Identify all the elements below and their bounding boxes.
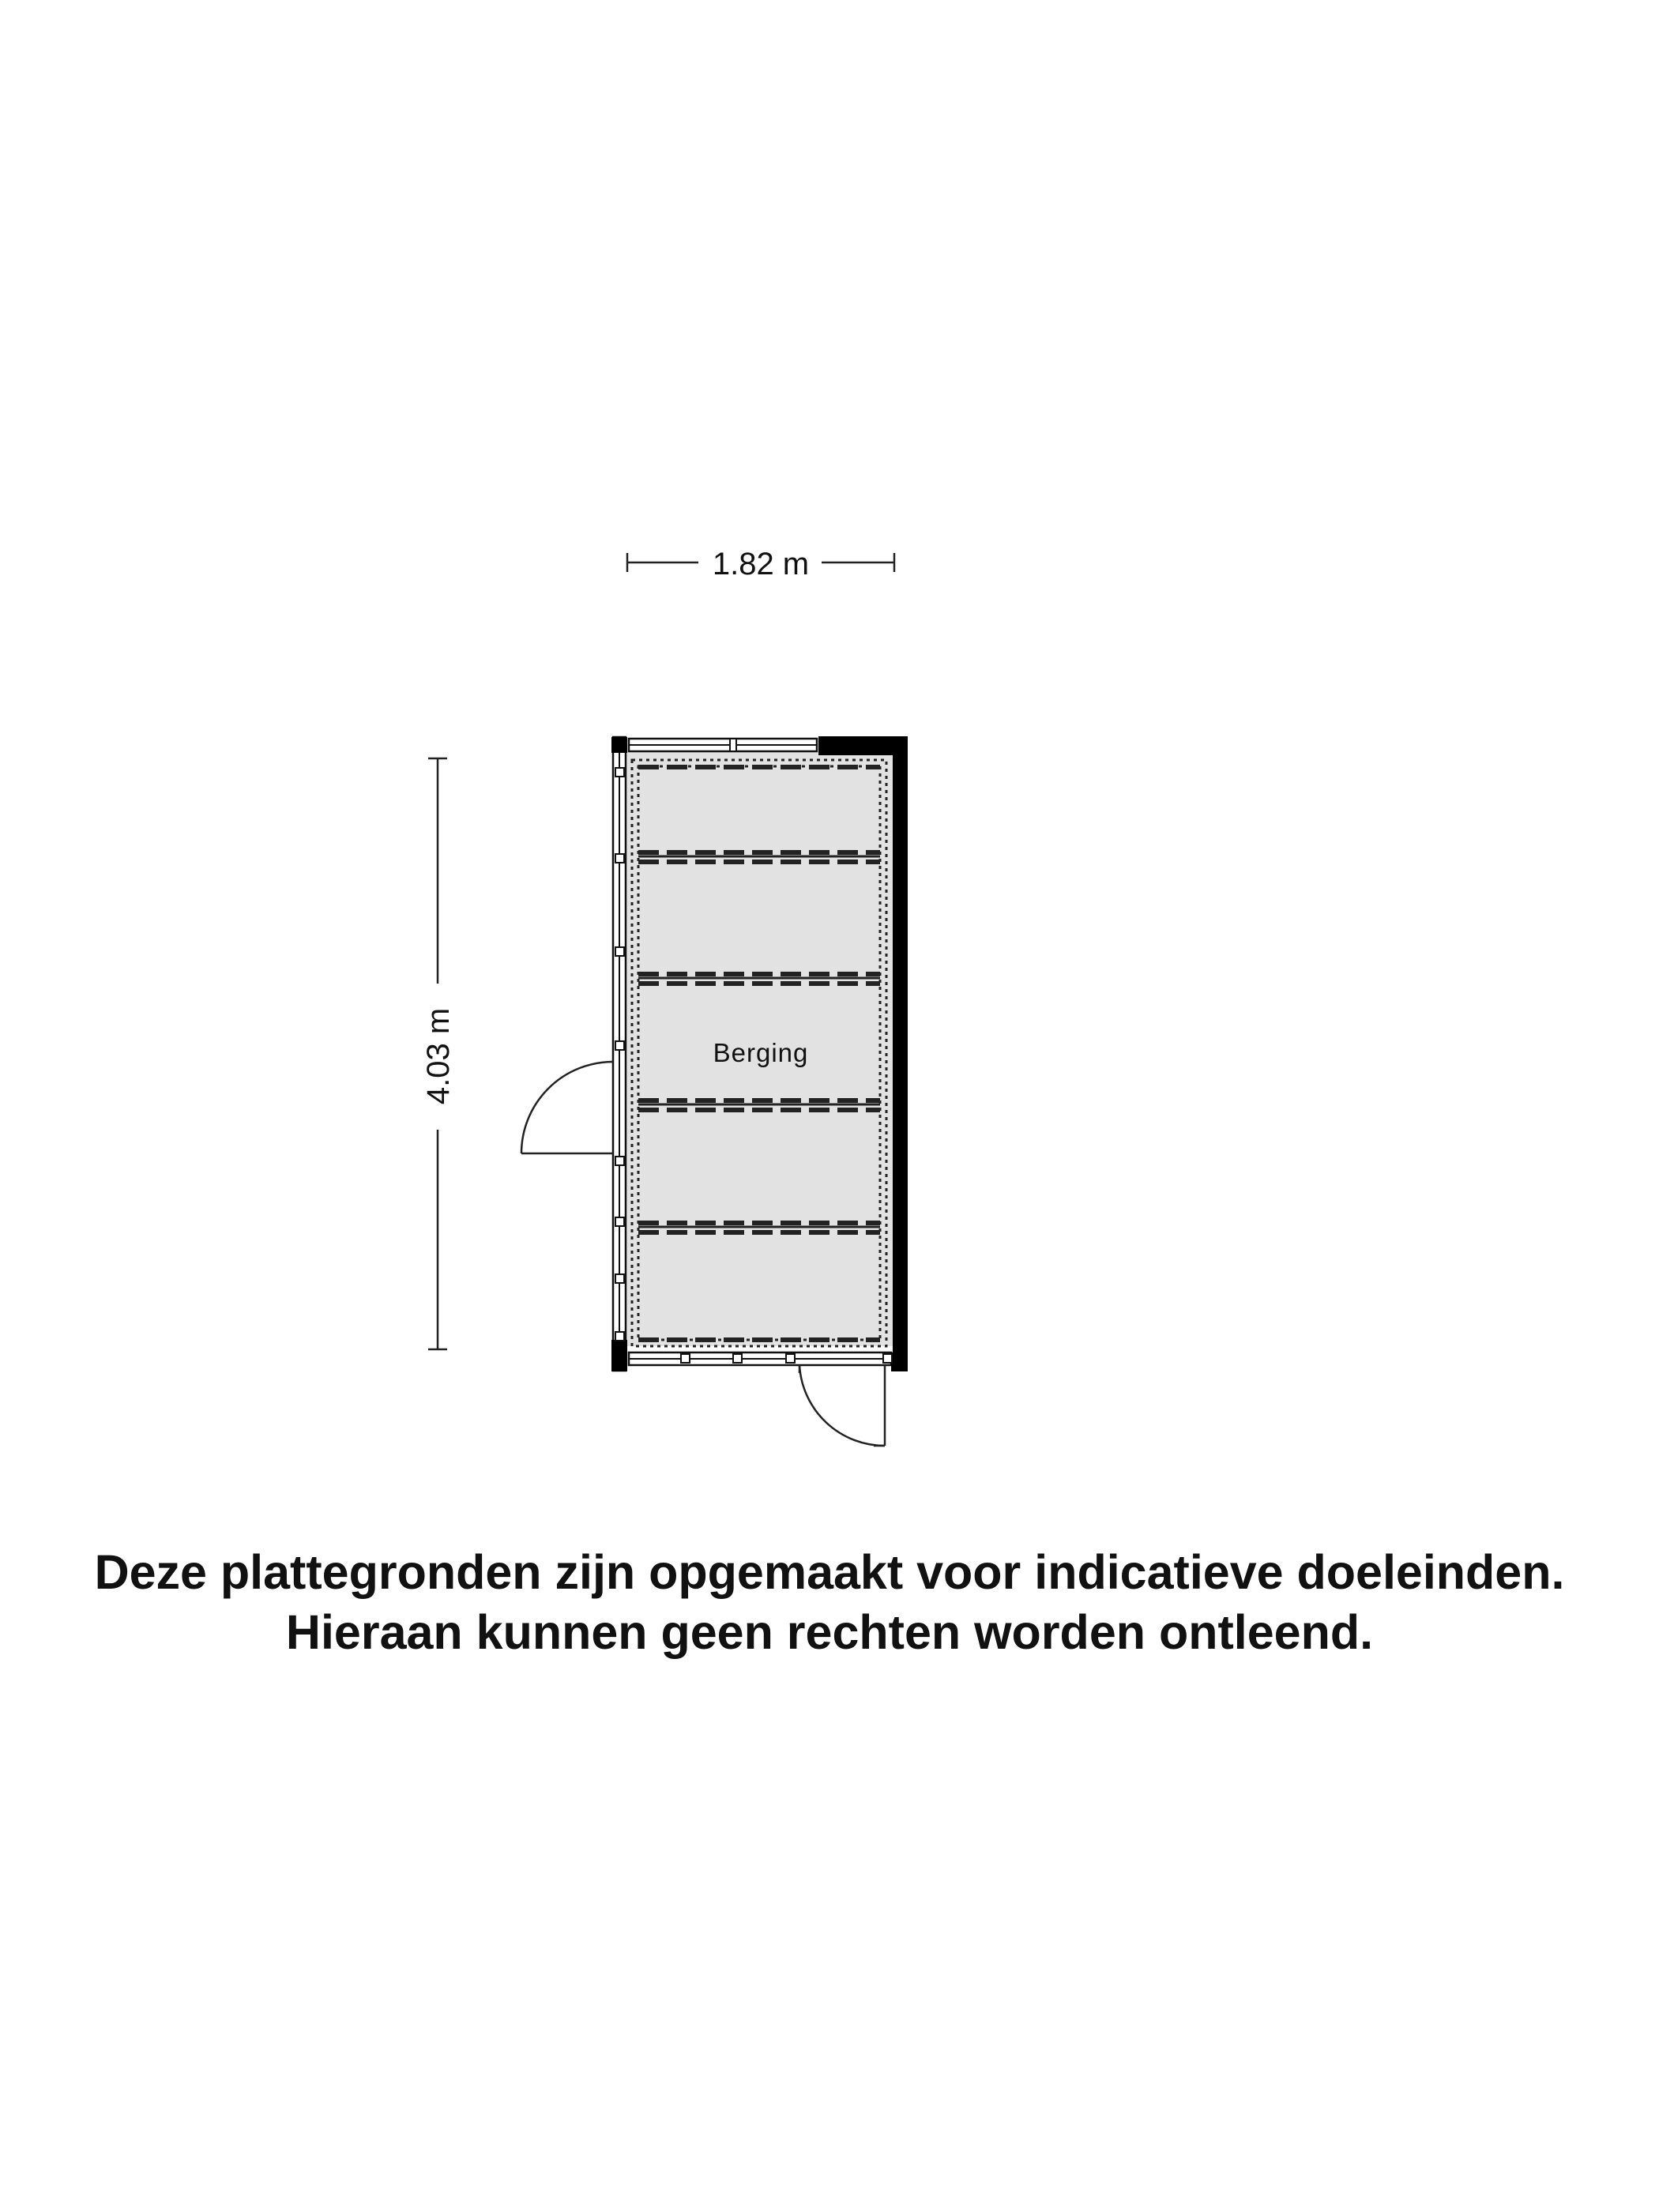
width-dimension-label: 1.82 m [712,547,810,581]
disclaimer-line-2: Hieraan kunnen geen rechten worden ontleend. [285,1605,1374,1659]
room-label-berging: Berging [713,1038,809,1067]
height-dimension [421,758,456,1349]
disclaimer-line-1: Deze plattegronden zijn opgemaakt voor indicatieve doeleinden. [94,1545,1565,1599]
bottom-door [799,1365,885,1446]
width-dimension [627,547,894,581]
height-dimension-label: 4.03 m [421,1007,456,1105]
disclaimer [0,1542,1659,1662]
left-door [521,1062,613,1153]
